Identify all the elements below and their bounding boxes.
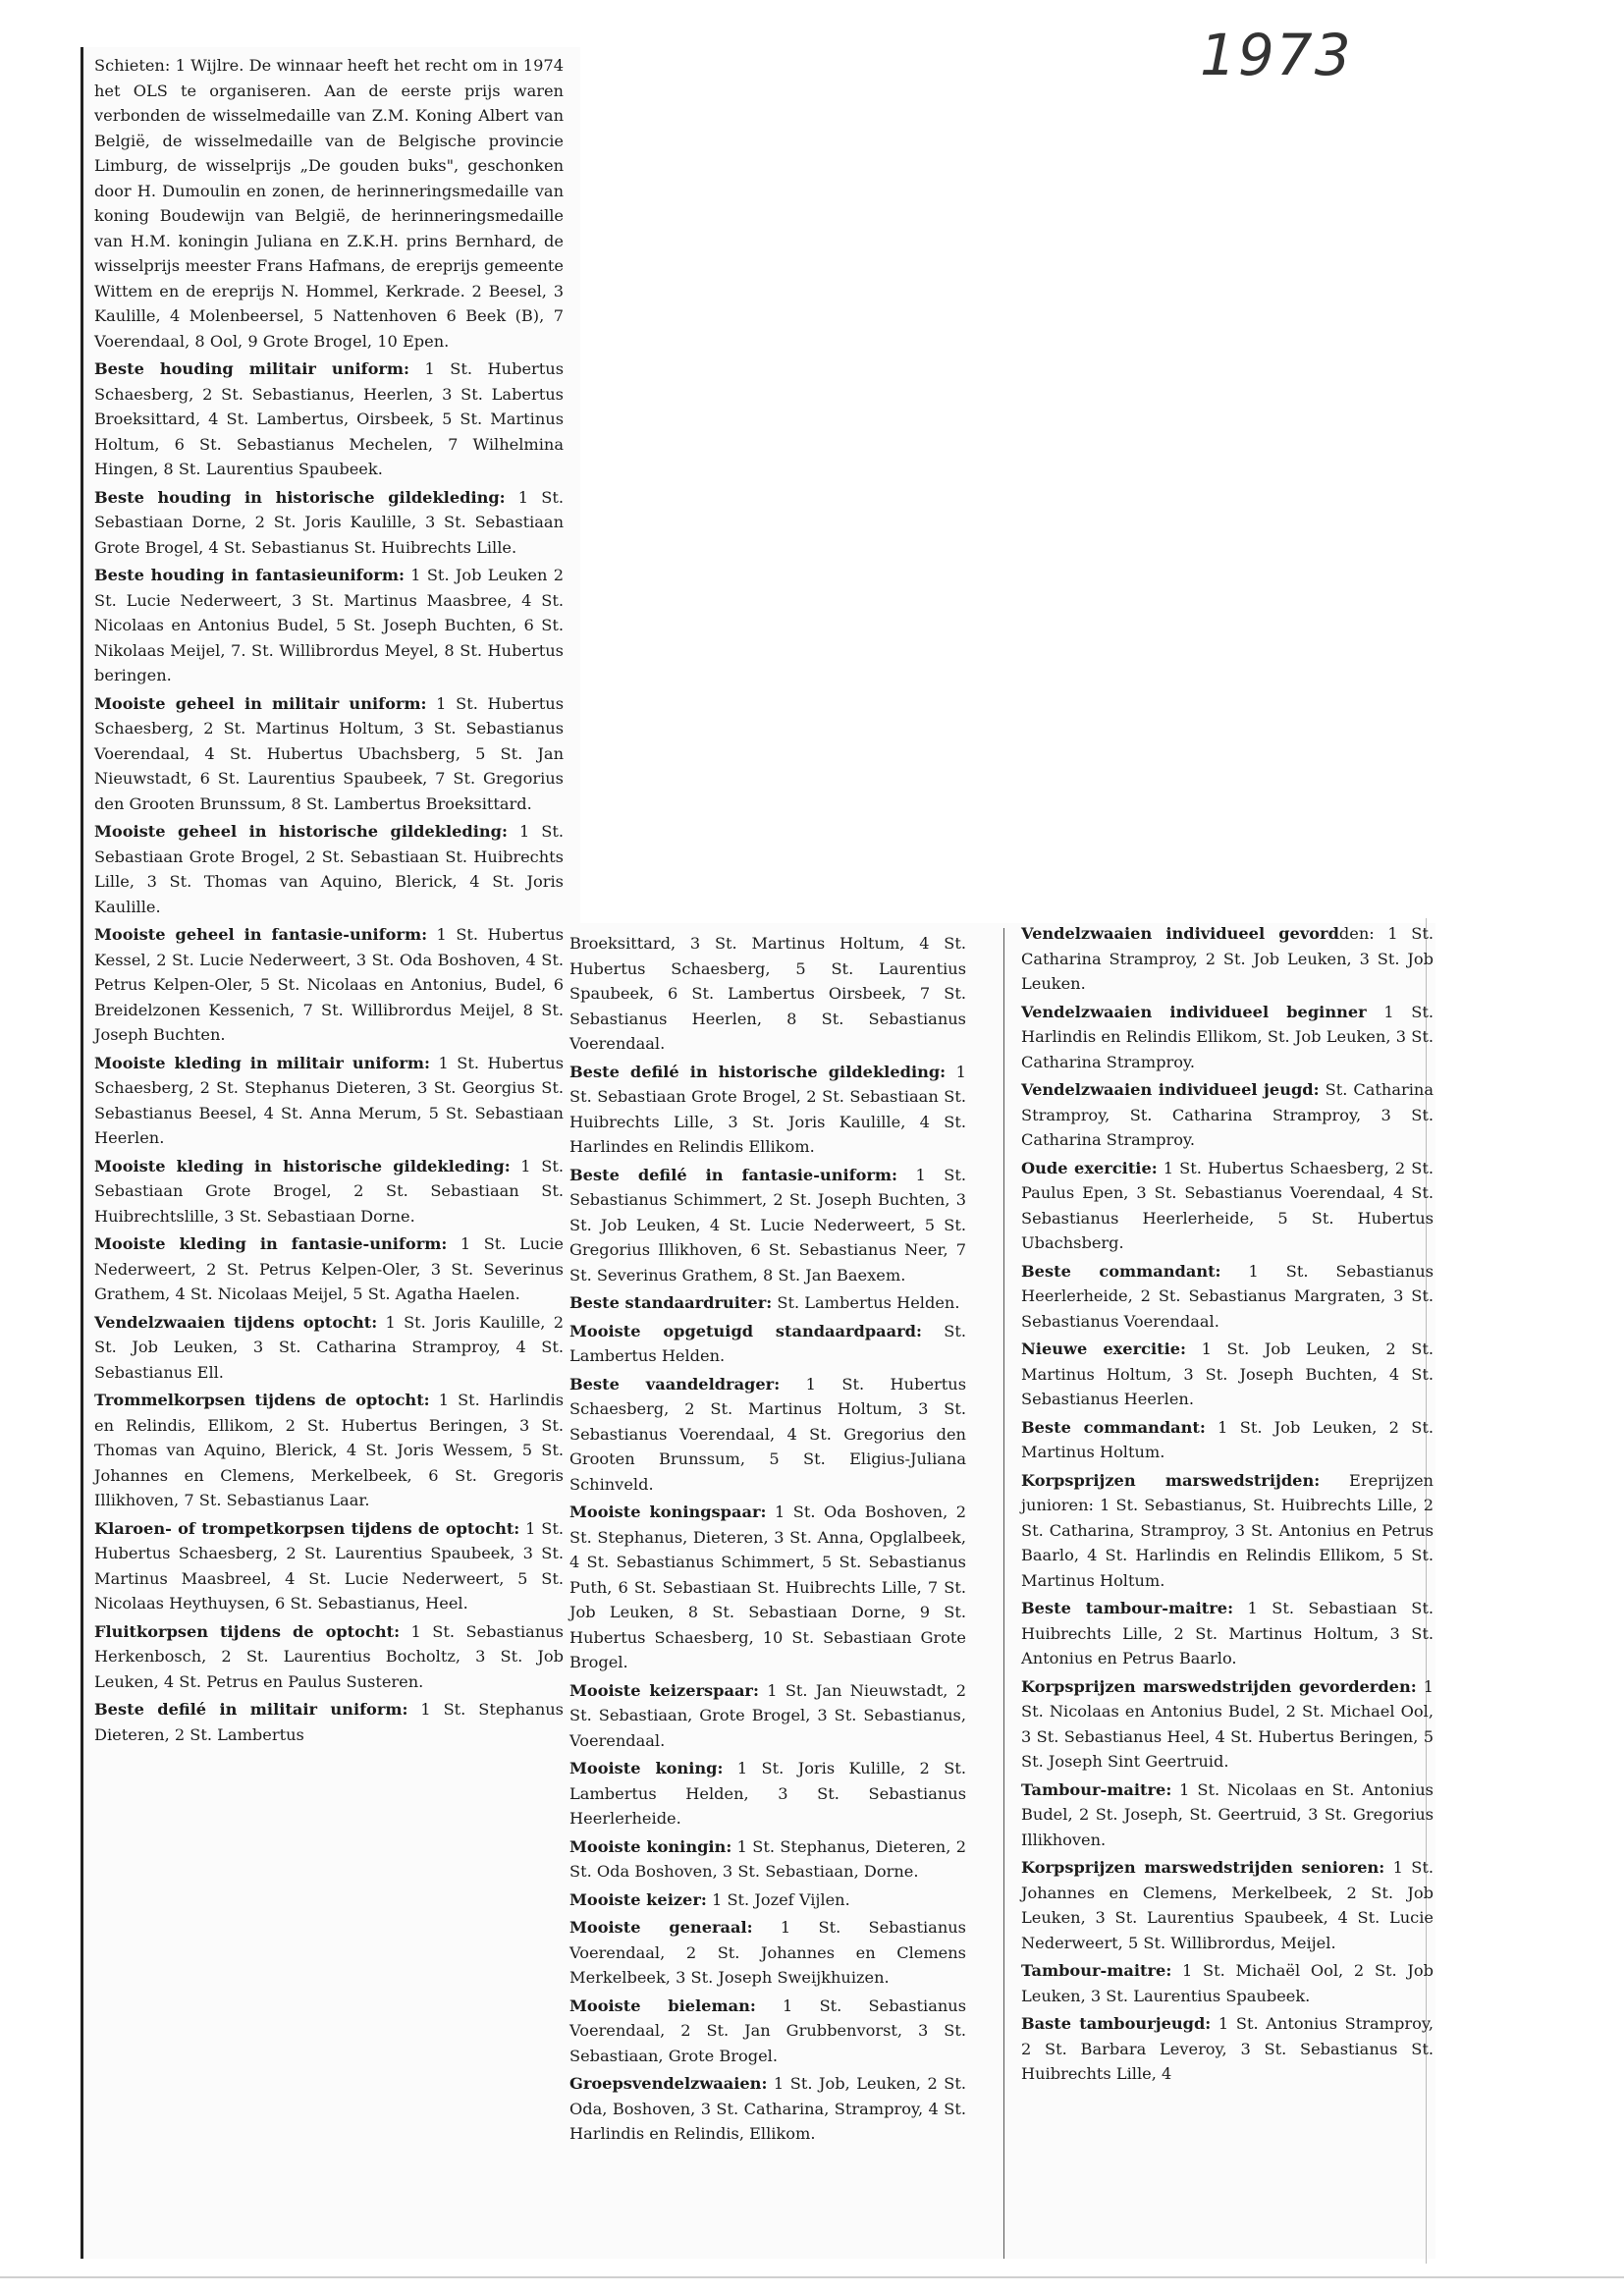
category-results: 1 St. Joris Kulille, 2 St. Lambertus Helden, 3 St. Sebastianus Heerlerheide.: [569, 1759, 966, 1828]
category-results: 1 St. Sebastiaan Grote Brogel, 2 St. Sebastiaan St. Huibrechtslille, 3 St. Sebastiaan Dorne.: [94, 1156, 564, 1226]
category-results: Ereprijzen junioren: 1 St. Sebastianus, St. Huibrechts Lille, 2 St. Catharina, Stramproy, 3 St. Antonius en Petrus Baarlo, 4 St. Harlindis en Relindis Ellikom, 5 St. Martinus Holtum.: [1021, 1470, 1434, 1590]
category-results: 1 St. Johannes en Clemens, Merkelbeek, 2 St. Job Leuken, 3 St. Laurentius Spaubeek, 4 St. Lucie Nederweert, 5 St. Willibrordus, Meijel.: [1021, 1858, 1434, 1952]
category-results: St. Lambertus Helden.: [569, 1321, 967, 1365]
category-heading: Mooiste keizer:: [569, 1889, 707, 1909]
result-paragraph: [569, 1372, 966, 1498]
result-paragraph: [94, 1619, 564, 1695]
category-heading: Mooiste bieleman:: [569, 1995, 756, 2015]
category-heading: Vendelzwaaien individueel jeugd:: [1021, 1080, 1320, 1099]
category-heading: Tambour-maitre:: [1021, 1961, 1172, 1980]
category-heading: Mooiste kleding in historische gildekleding:: [94, 1156, 511, 1175]
category-heading: Beste defilé in historische gildekleding:: [569, 1062, 947, 1081]
category-heading: Oude exercitie:: [1021, 1158, 1158, 1177]
category-results: 1 St. Hubertus Schaesberg, 2 St. Paulus Epen, 3 St. Sebastianus Voerendaal, 4 St. Sebastianus Heerlerheide, 5 St. Hubertus Ubachsberg.: [1021, 1158, 1434, 1252]
result-paragraph: [569, 1678, 966, 1754]
result-paragraph: [94, 53, 564, 354]
category-heading: Mooiste koning:: [569, 1759, 724, 1777]
category-results: 1 St. Lucie Nederweert, 2 St. Petrus Kelpen-Oler, 3 St. Severinus Grathem, 4 St. Nicolaas Meijel, 5 St. Agatha Haelen.: [94, 1234, 564, 1303]
category-results: 1 St. Sebastiaan St. Huibrechts Lille, 2 St. Martinus Holtum, 3 St. Antonius en Petrus Baarlo.: [1021, 1599, 1435, 1667]
category-results: 1 St. Sebastiaan Grote Brogel, 2 St. Sebastiaan St. Huibrechts Lille, 3 St. Joris Kaulille, 4 St. Harlindes en Relindis Ellikom.: [569, 1062, 966, 1156]
category-results: 1 St. Nicolaas en Antonius Budel, 2 St. Michael Ool, 3 St. Sebastianus Heel, 4 St. Hubertus Beringen, 5 St. Joseph Sint Geertruid.: [1021, 1676, 1434, 1771]
results-column-3: [1021, 921, 1434, 2090]
result-paragraph: [569, 931, 966, 1057]
category-heading: Vendelzwaaien individueel gevord: [1021, 924, 1339, 943]
category-heading: Baste tambourjeugd:: [1021, 2014, 1212, 2033]
category-results: 1 St. Hubertus Schaesberg, 2 St. Stephanus Dieteren, 3 St. Georgius St. Sebastianus Beesel, 4 St. Anna Merum, 5 St. Sebastiaan Heerlen.: [94, 1053, 564, 1147]
category-results: 1 St. Sebastianus Voerendaal, 2 St. Johannes en Clemens Merkelbeek, 3 St. Joseph Sweijkhuizen.: [569, 1918, 966, 1987]
result-paragraph: [569, 1163, 966, 1288]
result-paragraph: [1021, 2011, 1434, 2087]
category-results: 1 St. Stephanus, Dieteren, 2 St. Oda Boshoven, 3 St. Sebastiaan, Dorne.: [569, 1836, 966, 1881]
result-paragraph: [94, 1154, 564, 1230]
page-edge: [0, 2276, 1624, 2278]
category-results: Broeksittard, 3 St. Martinus Holtum, 4 St. Hubertus Schaesberg, 5 St. Laurentius Spaubeek, 6 St. Lambertus Oirsbeek, 7 St. Sebastianus Heerlen, 8 St. Sebastianus Voerendaal.: [569, 934, 966, 1053]
result-paragraph: [1021, 1415, 1434, 1465]
category-heading: Korpsprijzen marswedstrijden senioren:: [1021, 1858, 1385, 1877]
result-paragraph: [569, 1319, 966, 1369]
category-heading: Beste commandant:: [1021, 1417, 1206, 1437]
results-column-1: [94, 53, 564, 1750]
category-heading: Vendelzwaaien tijdens optocht:: [94, 1312, 378, 1332]
category-heading: Mooiste geheel in militair uniform:: [94, 693, 427, 713]
category-results: 1 St. Sebastianus Voerendaal, 2 St. Jan Grubbenvorst, 3 St. Sebastiaan, Grote Brogel.: [569, 1995, 966, 2065]
result-paragraph: [1021, 1958, 1434, 2008]
category-heading: Mooiste koningin:: [569, 1836, 732, 1856]
category-results: 1 St. Nicolaas en St. Antonius Budel, 2 St. Joseph, St. Geertruid, 3 St. Gregorius Illikhoven.: [1021, 1779, 1434, 1849]
result-paragraph: [569, 1994, 966, 2069]
category-heading: Mooiste kleding in fantasie-uniform:: [94, 1234, 448, 1253]
category-heading: Beste tambour-maitre:: [1021, 1599, 1234, 1617]
result-paragraph: [94, 485, 564, 561]
category-heading: Trommelkorpsen tijdens de optocht:: [94, 1391, 430, 1409]
category-heading: Beste standaardruiter:: [569, 1293, 773, 1312]
result-paragraph: [569, 1915, 966, 1991]
category-results: 1 St. Job Leuken, 2 St. Martinus Holtum.: [1021, 1417, 1435, 1461]
category-heading: Mooiste generaal:: [569, 1918, 753, 1937]
category-results: 1 St. Sebastianus Schimmert, 2 St. Joseph Buchten, 3 St. Job Leuken, 4 St. Lucie Nederweert, 5 St. Gregorius Illikhoven, 6 St. Sebastianus Neer, 7 St. Severinus Grathem, 8 St. Jan Baexem.: [569, 1165, 966, 1285]
category-heading: Korpsprijzen marswedstrijden:: [1021, 1470, 1321, 1490]
category-heading: Vendelzwaaien individueel beginner: [1021, 1002, 1367, 1021]
category-results: 1 St. Hubertus Kessel, 2 St. Lucie Nederweert, 3 St. Oda Boshoven, 4 St. Petrus Kelpen-Oler, 5 St. Nicolaas en Antonius, Budel, 6 Breidelzonen Kessenich, 7 St. Willibrordus Meijel, 8 St. Joseph Buchten.: [94, 925, 564, 1044]
category-heading: Mooiste opgetuigd standaardpaard:: [569, 1321, 922, 1340]
category-heading: Mooiste geheel in fantasie-uniform:: [94, 925, 428, 944]
result-paragraph: [1021, 1777, 1434, 1853]
category-heading: Beste houding militair uniform:: [94, 359, 410, 378]
category-heading: Fluitkorpsen tijdens de optocht:: [94, 1621, 401, 1641]
category-results: 1 St. Sebastianus Herkenbosch, 2 St. Laurentius Bocholtz, 3 St. Job Leuken, 4 St. Petrus en Paulus Susteren.: [94, 1621, 564, 1691]
result-paragraph: [1021, 1337, 1434, 1412]
category-heading: Korpsprijzen marswedstrijden gevorderden:: [1021, 1676, 1417, 1696]
result-paragraph: [94, 1231, 564, 1307]
result-paragraph: [569, 1500, 966, 1675]
category-heading: Mooiste keizerspaar:: [569, 1680, 759, 1700]
category-results: 1 St. Hubertus Schaesberg, 2 St. Martinus Holtum, 3 St. Sebastianus Voerendaal, 4 St. Hubertus Ubachsberg, 5 St. Jan Nieuwstadt, 6 St. Laurentius Spaubeek, 7 St. Gregorius den Grooten Brunssum, 8 St. Lambertus Broeksittard.: [94, 693, 564, 813]
category-heading: Beste vaandeldrager:: [569, 1374, 781, 1394]
category-results: 1 St. Sebastiaan Dorne, 2 St. Joris Kaulille, 3 St. Sebastiaan Grote Brogel, 4 St. Sebastianus St. Huibrechts Lille.: [94, 487, 564, 557]
results-column-2: [569, 931, 966, 2150]
result-paragraph: [569, 1756, 966, 1831]
category-heading: Beste houding in fantasieuniform:: [94, 566, 405, 584]
result-paragraph: [1021, 921, 1434, 997]
category-results: 1 St. Sebastiaan Grote Brogel, 2 St. Sebastiaan St. Huibrechts Lille, 3 St. Thomas van Aquino, Blerick, 4 St. Joris Kaulille.: [94, 822, 564, 916]
result-paragraph: [94, 1310, 564, 1386]
category-heading: Mooiste koningspaar:: [569, 1503, 767, 1521]
result-paragraph: [94, 1516, 564, 1616]
result-paragraph: [94, 356, 564, 482]
category-results: 1 St. Job, Leuken, 2 St. Oda, Boshoven, 3 St. Catharina, Stramproy, 4 St. Harlindis en Relindis, Ellikom.: [569, 2074, 966, 2143]
category-results: 1 St. Sebastianus Heerlerheide, 2 St. Sebastianus Margraten, 3 St. Sebastianus Voerendaal.: [1021, 1261, 1434, 1331]
category-heading: Beste houding in historische gildekleding:: [94, 487, 506, 507]
result-paragraph: [94, 563, 564, 688]
category-results: 1 St. Job Leuken 2 St. Lucie Nederweert, 3 St. Martinus Maasbree, 4 St. Nicolaas en Antonius Budel, 5 St. Joseph Buchten, 6 St. Nikolaas Meijel, 7. St. Willibrordus Meyel, 8 St. Hubertus beringen.: [94, 566, 564, 684]
category-results: 1 St. Joris Kaulille, 2 St. Job Leuken, 3 St. Catharina Stramproy, 4 St. Sebastianus Ell.: [94, 1312, 564, 1382]
result-paragraph: [569, 2071, 966, 2147]
category-results: 1 St. Hubertus Schaesberg, 2 St. Martinus Holtum, 3 St. Sebastianus Voerendaal, 4 St. Gregorius den Grooten Brunssum, 5 St. Eligius-Juliana Schinveld.: [569, 1374, 967, 1494]
category-results: den: 1 St. Catharina Stramproy, 2 St. Job Leuken, 3 St. Job Leuken.: [1021, 924, 1434, 993]
result-paragraph: [1021, 1259, 1434, 1335]
category-results: 1 St. Hubertus Schaesberg, 2 St. Sebastianus, Heerlen, 3 St. Labertus Broeksittard, 4 St. Lambertus, Oirsbeek, 5 St. Martinus Holtum, 6 St. Sebastianus Mechelen, 7 Wilhelmina Hingen, 8 St. Laurentius Spaubeek.: [94, 359, 564, 478]
category-results: 1 St. Harlindis en Relindis Ellikom, St. Job Leuken, 3 St. Catharina Stramproy.: [1021, 1002, 1434, 1071]
category-results: 1 St. Harlindis en Relindis, Ellikom, 2 St. Hubertus Beringen, 3 St. Thomas van Aquino, Blerick, 4 St. Joris Wessem, 5 St. Johannes en Clemens, Merkelbeek, 6 St. Gregoris Illikhoven, 7 St. Sebastianus Laar.: [94, 1391, 564, 1509]
category-results: St. Lambertus Helden.: [772, 1293, 960, 1312]
category-heading: Mooiste geheel in historische gildekleding:: [94, 822, 508, 841]
result-paragraph: [94, 691, 564, 817]
result-paragraph: [94, 1051, 564, 1151]
result-paragraph: [569, 1290, 966, 1316]
category-results: 1 St. Michaël Ool, 2 St. Job Leuken, 3 St. Laurentius Spaubeek.: [1021, 1961, 1434, 2005]
result-paragraph: [94, 1388, 564, 1513]
result-paragraph: [1021, 1156, 1434, 1256]
category-results: 1 St. Antonius Stramproy, 2 St. Barbara Leveroy, 3 St. Sebastianus St. Huibrechts Lille, 4: [1021, 2014, 1434, 2083]
result-paragraph: [1021, 1596, 1434, 1671]
category-heading: Nieuwe exercitie:: [1021, 1339, 1187, 1358]
result-paragraph: [1021, 1674, 1434, 1775]
category-results: 1 St. Oda Boshoven, 2 St. Stephanus, Dieteren, 3 St. Anna, Opglalbeek, 4 St. Sebastianus Schimmert, 5 St. Sebastianus Puth, 6 St. Sebastiaan St. Huibrechts Lille, 7 St. Job Leuken, 8 St. Sebastiaan Dorne, 9 St. Hubertus Schaesberg, 10 St. Sebastiaan Grote Brogel.: [569, 1503, 967, 1671]
result-paragraph: [1021, 1000, 1434, 1075]
result-paragraph: [94, 1697, 564, 1747]
category-heading: Beste defilé in militair uniform:: [94, 1700, 408, 1719]
category-results: 1 St. Stephanus Dieteren, 2 St. Lambertus: [94, 1700, 564, 1744]
result-paragraph: [1021, 1468, 1434, 1594]
category-results: 1 St. Hubertus Schaesberg, 2 St. Laurentius Spaubeek, 3 St. Martinus Maasbreel, 4 St. Lucie Nederweert, 5 St. Nicolaas Heythuysen, 6 St. Sebastianus, Heel.: [94, 1518, 564, 1613]
category-results: 1 St. Jozef Vijlen.: [706, 1889, 850, 1909]
result-paragraph: [569, 1060, 966, 1160]
result-paragraph: [94, 922, 564, 1048]
handwritten-year-annotation: 1973: [1200, 22, 1353, 88]
result-paragraph: [94, 819, 564, 919]
category-heading: Beste defilé in fantasie-uniform:: [569, 1165, 898, 1184]
result-paragraph: [569, 1834, 966, 1885]
category-heading: Tambour-maitre:: [1021, 1779, 1172, 1799]
category-heading: Groepsvendelzwaaien:: [569, 2074, 768, 2093]
category-results: 1 St. Job Leuken, 2 St. Martinus Holtum, 3 St. Joseph Buchten, 4 St. Sebastianus Heerlen.: [1021, 1339, 1434, 1408]
category-heading: Klaroen- of trompetkorpsen tijdens de optocht:: [94, 1518, 520, 1538]
result-paragraph: [1021, 1077, 1434, 1153]
result-paragraph: [1021, 1855, 1434, 1955]
result-paragraph: [569, 1887, 966, 1913]
category-heading: Mooiste kleding in militair uniform:: [94, 1053, 430, 1072]
column-divider: [1003, 928, 1004, 2259]
category-results: St. Catharina Stramproy, St. Catharina Stramproy, 3 St. Catharina Stramproy.: [1021, 1080, 1434, 1149]
category-results: 1 St. Jan Nieuwstadt, 2 St. Sebastiaan, Grote Brogel, 3 St. Sebastianus, Voerendaal.: [569, 1680, 966, 1750]
category-heading: Beste commandant:: [1021, 1261, 1221, 1281]
category-results: Schieten: 1 Wijlre. De winnaar heeft het recht om in 1974 het OLS te organiseren. Aan de eerste prijs waren verbonden de wisselmedaille van Z.M. Koning Albert van België, de wisselmedaille van de Belgische provincie Limburg, de wisselprijs „De gouden buks", geschonken door H. Dumoulin en zonen, de herinneringsmedaille van koning Boudewijn van België, de herinneringsmedaille van H.M. koningin Juliana en Z.K.H. prins Bernhard, de wisselprijs meester Frans Hafmans, de ereprijs gemeente Wittem en de ereprijs N. Hommel, Kerkrade. 2 Beesel, 3 Kaulille, 4 Molenbeersel, 5 Nattenhoven 6 Beek (B), 7 Voerendaal, 8 Ool, 9 Grote Brogel, 10 Epen.: [94, 56, 564, 351]
